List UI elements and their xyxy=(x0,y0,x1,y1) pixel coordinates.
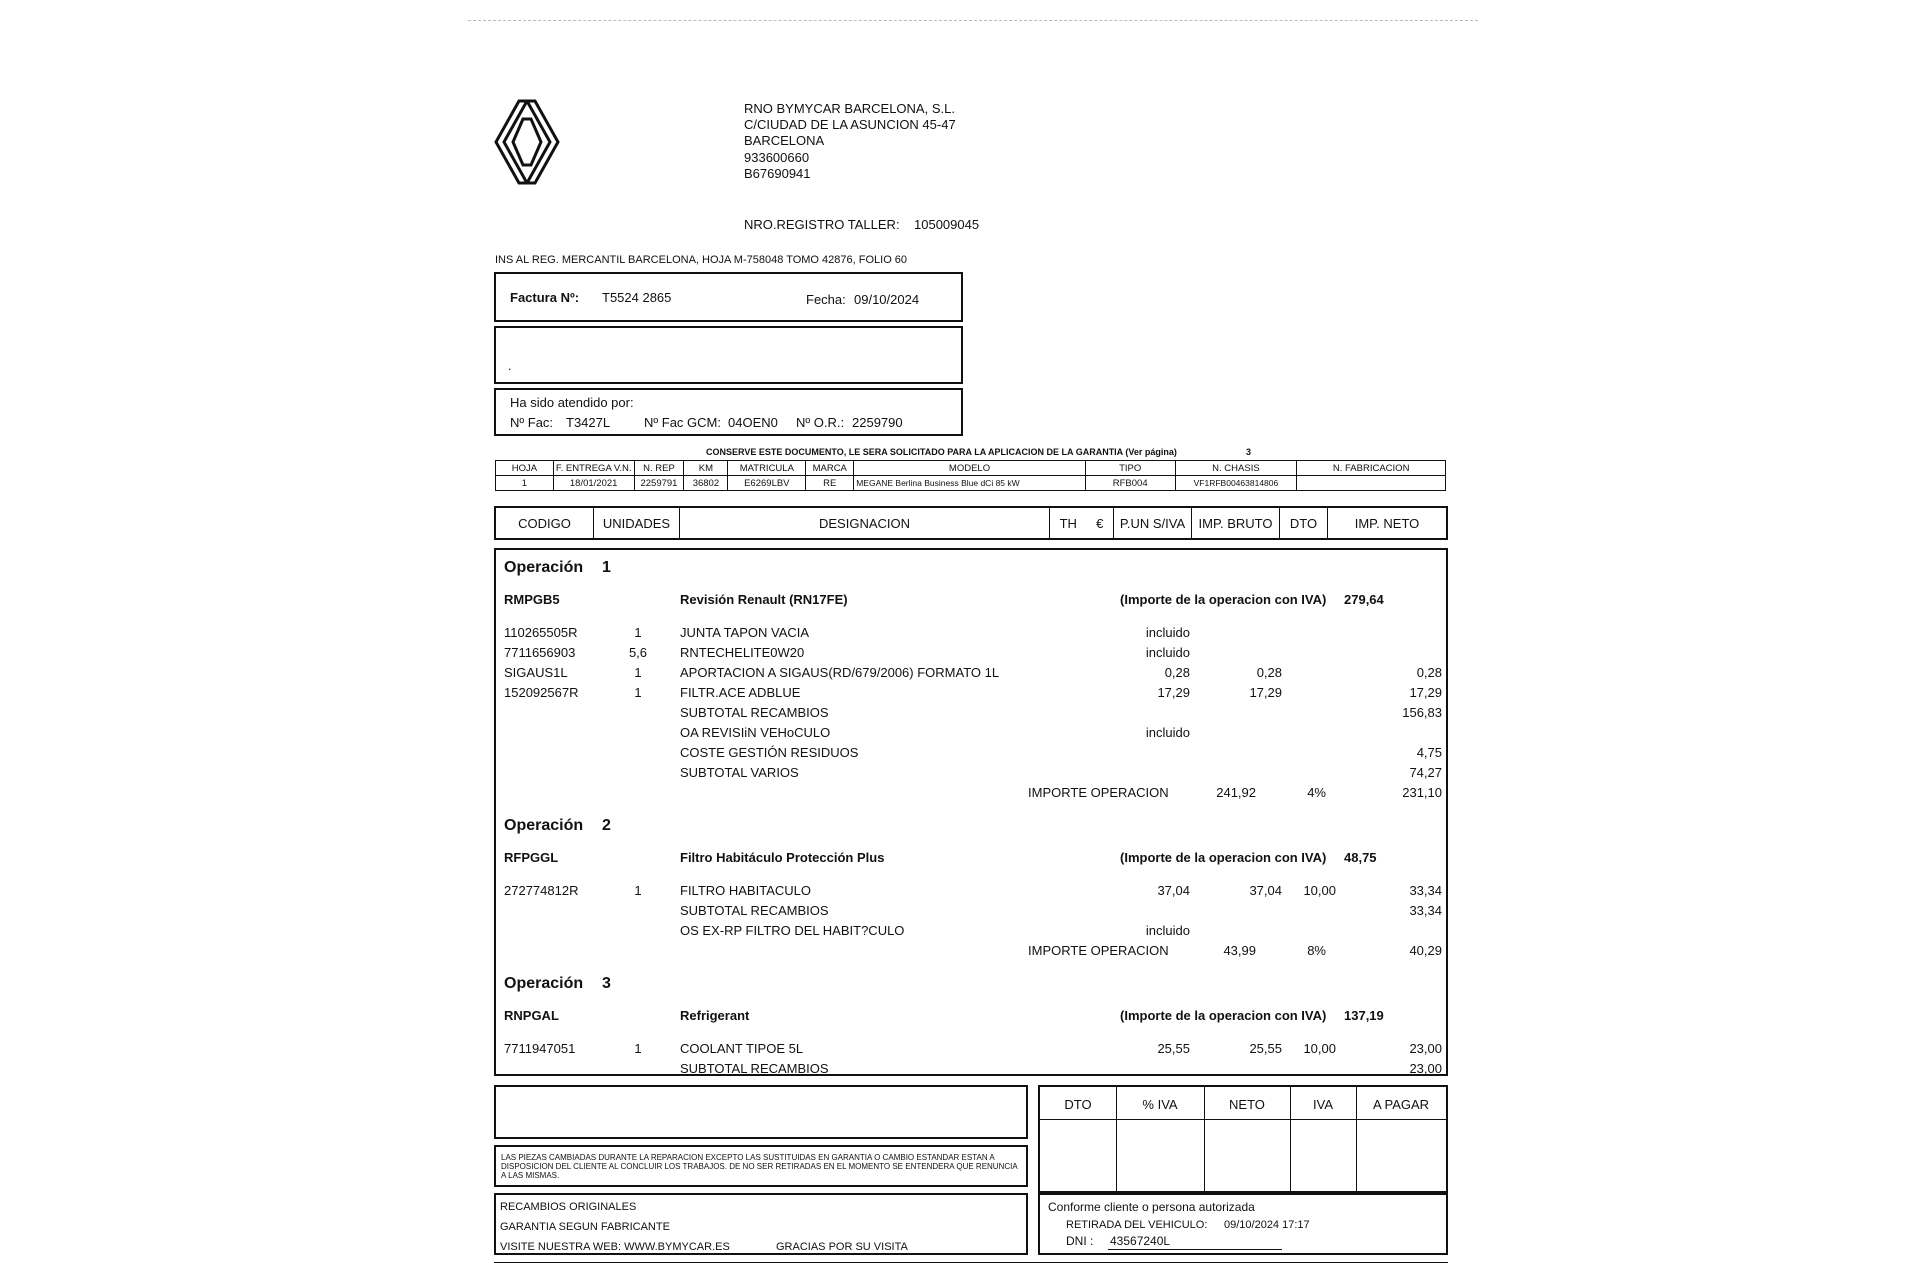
line-desc: SUBTOTAL RECAMBIOS xyxy=(680,705,829,720)
meta-header: MATRICULA xyxy=(728,461,806,476)
line-desc: SUBTOTAL VARIOS xyxy=(680,765,799,780)
col-unidades: UNIDADES xyxy=(594,508,680,538)
line-neto: 23,00 xyxy=(1409,1061,1442,1076)
col-th xyxy=(1050,508,1114,538)
summary-label: IMPORTE OPERACION xyxy=(1028,943,1169,958)
operation-code: RNPGAL xyxy=(504,1008,559,1023)
operation-code: RMPGB5 xyxy=(504,592,560,607)
line-units: 1 xyxy=(634,883,642,898)
line-code: 272774812R xyxy=(504,883,579,898)
line-pun: 17,29 xyxy=(1157,685,1190,700)
recambios-text: RECAMBIOS ORIGINALES xyxy=(500,1201,637,1213)
operation-importe-label: (Importe de la operacion con IVA) xyxy=(1120,592,1327,607)
mercantil-text: INS AL REG. MERCANTIL BARCELONA, HOJA M-758048 TOMO 42876, FOLIO 60 xyxy=(495,254,908,266)
totals-header-rule xyxy=(1040,1119,1446,1120)
line-desc: APORTACION A SIGAUS(RD/679/2006) FORMATO 1L xyxy=(680,665,1000,680)
summary-bruto: 241,92 xyxy=(1216,785,1256,800)
line-neto: 17,29 xyxy=(1409,685,1442,700)
summary-bruto: 43,99 xyxy=(1223,943,1256,958)
meta-header: HOJA xyxy=(496,461,554,476)
totals-header-neto: NETO xyxy=(1229,1097,1265,1112)
line-neto: 33,34 xyxy=(1409,903,1442,918)
meta-header: TIPO xyxy=(1085,461,1175,476)
line-units: 1 xyxy=(634,1041,642,1056)
operation-name: Revisión Renault (RN17FE) xyxy=(680,592,848,607)
operation-code: RFPGGL xyxy=(504,850,559,865)
line-units: 1 xyxy=(634,685,642,700)
nfac-value: T3427L xyxy=(566,415,611,430)
line-desc: COOLANT TIPOE 5L xyxy=(680,1041,804,1056)
gcm-label: Nº Fac GCM: xyxy=(644,415,721,430)
notes-box xyxy=(494,1085,1028,1139)
line-bruto: 25,55 xyxy=(1249,1041,1282,1056)
operation-number: 1 xyxy=(602,559,611,576)
operation-importe-label: (Importe de la operacion con IVA) xyxy=(1120,1008,1327,1023)
company-city: BARCELONA xyxy=(744,133,825,148)
meta-header: KM xyxy=(684,461,728,476)
dni-value: 43567240L xyxy=(1110,1234,1171,1248)
signature-box xyxy=(1038,1193,1448,1255)
line-neto: 4,75 xyxy=(1416,745,1442,760)
line-units: 5,6 xyxy=(628,645,648,660)
operation-importe-value: 279,64 xyxy=(1344,592,1384,607)
operation-number: 3 xyxy=(602,975,611,992)
retirada-label: RETIRADA DEL VEHICULO: xyxy=(1066,1219,1208,1231)
totals-header-apagar: A PAGAR xyxy=(1372,1097,1430,1112)
company-address: C/CIUDAD DE LA ASUNCION 45-47 xyxy=(744,117,956,132)
piezas-text: LAS PIEZAS CAMBIADAS DURANTE LA REPARACION EXCEPTO LAS SUSTITUIDAS EN GARANTIA O CAMBIO ESTANDAR ESTAN A DISPOSICION DEL CLIENTE AL CONCLUIR LOS TRABAJOS. DE NO SER RETIRADAS EN EL MOMENTO SE ENTENDERA QUE RENUNCIA A LAS MISMAS. xyxy=(501,1153,1018,1180)
line-desc: JUNTA TAPON VACIA xyxy=(680,625,810,640)
nfac-label: Nº Fac: xyxy=(510,415,554,430)
operation-importe-value: 48,75 xyxy=(1344,850,1377,865)
operation-name: Filtro Habitáculo Protección Plus xyxy=(680,850,885,865)
client-mark: . xyxy=(508,358,512,373)
line-desc: COSTE GESTIÓN RESIDUOS xyxy=(680,745,859,760)
meta-value: E6269LBV xyxy=(728,476,806,491)
line-desc: OA REVISIiN VEHoCULO xyxy=(680,725,831,740)
line-neto: 0,28 xyxy=(1416,665,1442,680)
line-units: 1 xyxy=(634,665,642,680)
company-phone: 933600660 xyxy=(744,150,810,165)
operation-importe-label: (Importe de la operacion con IVA) xyxy=(1120,850,1327,865)
line-neto: 23,00 xyxy=(1409,1041,1442,1056)
dni-underline xyxy=(1108,1249,1282,1250)
line-code: 7711947051 xyxy=(504,1041,576,1056)
col-designacion: DESIGNACION xyxy=(680,508,1050,538)
attended-box xyxy=(494,388,963,436)
line-neto: 156,83 xyxy=(1402,705,1442,720)
attended-label: Ha sido atendido por: xyxy=(510,395,634,410)
line-pun: 25,55 xyxy=(1157,1041,1190,1056)
col-codigo: CODIGO xyxy=(496,508,594,538)
meta-value: VF1RFB00463814806 xyxy=(1175,476,1297,491)
vehicle-meta-table xyxy=(495,460,1446,491)
meta-value: RFB004 xyxy=(1085,476,1175,491)
line-desc: SUBTOTAL RECAMBIOS xyxy=(680,903,829,918)
factura-label: Factura Nº: xyxy=(510,290,580,305)
col-pun: P.UN S/IVA xyxy=(1114,508,1192,538)
col-dto: DTO xyxy=(1280,508,1328,538)
col-th-label: TH xyxy=(1059,515,1077,531)
meta-header: N. FABRICACION xyxy=(1297,461,1446,476)
renault-logo xyxy=(492,97,562,187)
conforme-text: Conforme cliente o persona autorizada xyxy=(1048,1200,1255,1214)
line-pun: incluido xyxy=(1145,625,1190,640)
line-desc: SUBTOTAL RECAMBIOS xyxy=(680,1061,829,1076)
gcm-value: 04OEN0 xyxy=(728,415,778,430)
line-neto: 33,34 xyxy=(1409,883,1442,898)
operation-title: Operación xyxy=(504,559,584,576)
or-value: 2259790 xyxy=(852,415,903,430)
columns-header xyxy=(494,506,1448,540)
or-label: Nº O.R.: xyxy=(796,415,845,430)
line-code: 7711656903 xyxy=(504,645,576,660)
invoice-number-box xyxy=(494,272,963,322)
meta-value: 2259791 xyxy=(634,476,684,491)
company-cif: B67690941 xyxy=(744,166,811,181)
line-pun: incluido xyxy=(1145,725,1190,740)
line-dto: 10,00 xyxy=(1303,1041,1336,1056)
line-desc: FILTRO HABITACULO xyxy=(680,883,811,898)
meta-value xyxy=(1297,476,1446,491)
piezas-box xyxy=(494,1145,1028,1187)
totals-box xyxy=(1038,1085,1448,1193)
line-desc: RNTECHELITE0W20 xyxy=(680,645,805,660)
summary-label: IMPORTE OPERACION xyxy=(1028,785,1169,800)
meta-header: F. ENTREGA V.N. xyxy=(553,461,634,476)
line-code: 110265505R xyxy=(504,625,578,640)
operation-title: Operación xyxy=(504,975,584,992)
conserve-page: 3 xyxy=(1246,447,1252,457)
line-units: 1 xyxy=(634,625,642,640)
garantia-text: GARANTIA SEGUN FABRICANTE xyxy=(500,1221,670,1233)
line-pun: incluido xyxy=(1145,923,1190,938)
client-box xyxy=(494,326,963,384)
line-dto: 10,00 xyxy=(1303,883,1336,898)
operation-number: 2 xyxy=(602,817,611,834)
line-bruto: 17,29 xyxy=(1249,685,1282,700)
line-pun: incluido xyxy=(1145,645,1190,660)
operation-name: Refrigerant xyxy=(680,1008,750,1023)
summary-neto: 231,10 xyxy=(1402,785,1442,800)
col-euro-label: € xyxy=(1096,515,1104,531)
line-code: 152092567R xyxy=(504,685,579,700)
registro-label: NRO.REGISTRO TALLER: xyxy=(744,217,900,232)
meta-value: RE xyxy=(806,476,854,491)
totals-header-iva-pct: % IVA xyxy=(1142,1097,1178,1112)
footer-left-box xyxy=(494,1193,1028,1255)
summary-neto: 40,29 xyxy=(1409,943,1442,958)
operation-importe-value: 137,19 xyxy=(1344,1008,1384,1023)
summary-dto: 4% xyxy=(1307,785,1326,800)
fecha-value: 09/10/2024 xyxy=(854,292,920,307)
line-code: SIGAUS1L xyxy=(504,665,568,680)
line-bruto: 37,04 xyxy=(1249,883,1282,898)
retirada-value: 09/10/2024 17:17 xyxy=(1224,1219,1310,1231)
line-neto: 74,27 xyxy=(1409,765,1442,780)
meta-value: 36802 xyxy=(684,476,728,491)
meta-header: MARCA xyxy=(806,461,854,476)
totals-header-iva: IVA xyxy=(1313,1097,1333,1112)
dni-label: DNI : xyxy=(1066,1234,1094,1248)
factura-value: T5524 2865 xyxy=(602,290,672,305)
registro-value: 105009045 xyxy=(914,217,980,232)
meta-header: N. REP xyxy=(634,461,684,476)
line-desc: FILTR.ACE ADBLUE xyxy=(680,685,801,700)
summary-dto: 8% xyxy=(1307,943,1326,958)
meta-header-row xyxy=(496,461,1446,476)
meta-header: N. CHASIS xyxy=(1175,461,1297,476)
meta-value: MEGANE Berlina Business Blue dCi 85 kW xyxy=(854,476,1086,491)
operation-title: Operación xyxy=(504,817,584,834)
line-pun: 37,04 xyxy=(1157,883,1190,898)
conserve-notice: CONSERVE ESTE DOCUMENTO, LE SERA SOLICITADO PARA LA APLICACION DE LA GARANTIA (Ver página) xyxy=(706,447,1177,457)
col-neto: IMP. NETO xyxy=(1354,515,1420,531)
page-top-rule xyxy=(468,20,1478,21)
meta-value: 18/01/2021 xyxy=(553,476,634,491)
line-bruto: 0,28 xyxy=(1256,665,1282,680)
totals-header-dto: DTO xyxy=(1064,1097,1092,1112)
gracias-text: GRACIAS POR SU VISITA xyxy=(776,1241,908,1253)
meta-value-row xyxy=(496,476,1446,491)
meta-value: 1 xyxy=(496,476,554,491)
company-name: RNO BYMYCAR BARCELONA, S.L. xyxy=(744,101,955,116)
web-text: VISITE NUESTRA WEB: WWW.BYMYCAR.ES xyxy=(500,1241,730,1253)
col-bruto: IMP. BRUTO xyxy=(1192,508,1280,538)
meta-header: MODELO xyxy=(854,461,1086,476)
line-pun: 0,28 xyxy=(1164,665,1190,680)
fecha-label: Fecha: xyxy=(806,292,846,307)
line-desc: OS EX-RP FILTRO DEL HABIT?CULO xyxy=(680,923,905,938)
